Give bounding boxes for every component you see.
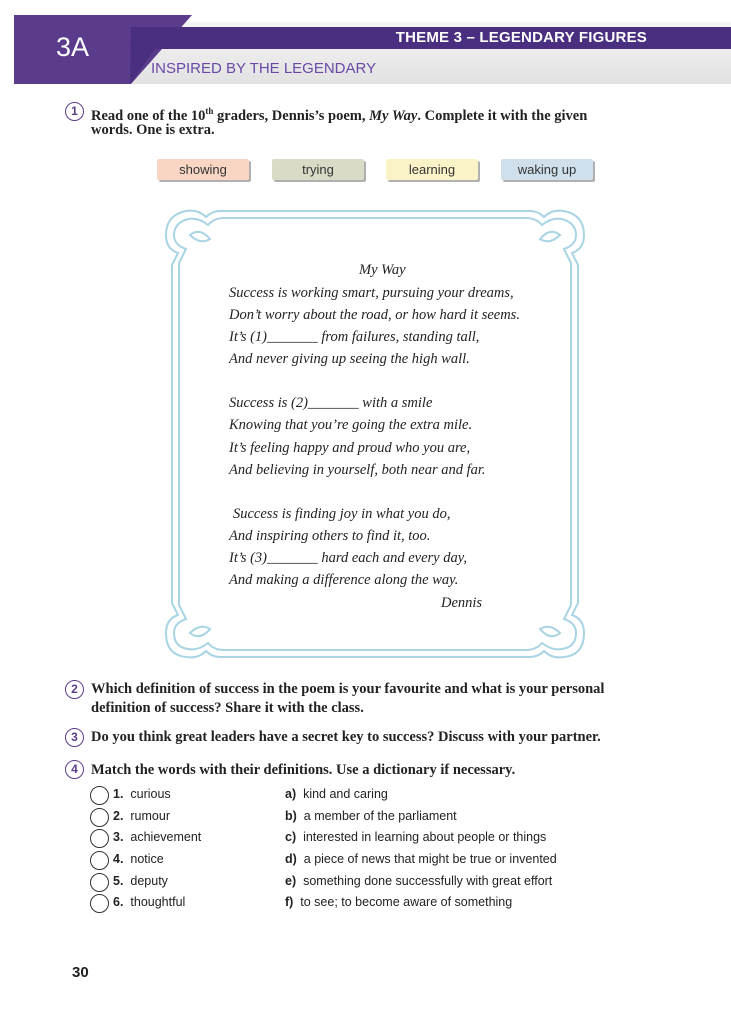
q1-text-part: . Complete it with the given <box>417 107 588 124</box>
word-box-trying[interactable]: trying <box>272 159 364 180</box>
match-word-text: thoughtful <box>130 895 186 909</box>
question-1-text-line2: words. One is extra. <box>91 122 215 138</box>
match-word-number: 2. <box>113 809 124 823</box>
question-number-2: 2 <box>65 680 84 699</box>
definition-letter: d) <box>285 852 297 866</box>
q1-poem-title: My Way <box>369 107 418 124</box>
poem-line: And never giving up seeing the high wall. <box>229 351 470 367</box>
question-number-1: 1 <box>65 102 84 121</box>
unit-code: 3A <box>55 32 90 62</box>
q1-text-part: graders, Dennis’s poem, <box>213 107 370 124</box>
answer-circle-4[interactable] <box>90 851 109 870</box>
poem-line: Knowing that you’re going the extra mile. <box>229 417 473 433</box>
definition-f <box>285 895 512 909</box>
match-word-number: 1. <box>113 787 124 801</box>
definition-letter: a) <box>285 787 297 801</box>
definition-d <box>285 852 557 866</box>
definition-e <box>285 874 552 888</box>
answer-circle-1[interactable] <box>90 786 109 805</box>
poem-author: Dennis <box>441 595 483 611</box>
poem-line: And making a difference along the way. <box>229 572 459 588</box>
definition-text: to see; to become aware of something <box>300 895 513 909</box>
match-word-1 <box>113 787 171 801</box>
definition-text: a member of the parliament <box>303 809 457 823</box>
answer-circle-6[interactable] <box>90 894 109 913</box>
definition-a <box>285 787 388 801</box>
match-word-5 <box>113 874 168 888</box>
definition-text: kind and caring <box>303 787 388 801</box>
definition-b <box>285 809 457 823</box>
match-word-text: curious <box>130 787 171 801</box>
definition-text: something done successfully with great effort <box>303 874 553 888</box>
page-number: 30 <box>72 964 89 981</box>
poem-line: Success is finding joy in what you do, <box>233 506 451 522</box>
match-word-number: 3. <box>113 830 124 844</box>
definition-text: interested in learning about people or things <box>303 830 547 844</box>
poem-line-gap-2: Success is (2)_______ with a smile <box>229 395 433 411</box>
q1-superscript: th <box>205 106 214 116</box>
definition-letter: c) <box>285 830 297 844</box>
definition-letter: e) <box>285 874 297 888</box>
match-word-text: deputy <box>130 874 168 888</box>
match-word-2 <box>113 809 170 823</box>
answer-circle-2[interactable] <box>90 808 109 827</box>
poem-line: It’s feeling happy and proud who you are, <box>229 440 471 456</box>
word-box-showing[interactable]: showing <box>157 159 249 180</box>
answer-circle-3[interactable] <box>90 829 109 848</box>
poem-line: And inspiring others to find it, too. <box>229 528 431 544</box>
match-word-text: notice <box>130 852 164 866</box>
match-word-3 <box>113 830 201 844</box>
question-2-text-line2: definition of success? Share it with the class. <box>91 700 364 716</box>
question-2-text: Which definition of success in the poem is your favourite and what is your personal <box>91 681 605 697</box>
word-box-waking-up[interactable]: waking up <box>501 159 593 180</box>
poem-line: And believing in yourself, both near and far. <box>229 462 486 478</box>
definition-letter: b) <box>285 809 297 823</box>
match-word-number: 5. <box>113 874 124 888</box>
poem-line: Success is working smart, pursuing your dreams, <box>229 285 514 301</box>
question-number-3: 3 <box>65 728 84 747</box>
definition-letter: f) <box>285 895 294 909</box>
q1-text-part: Read one of the 10 <box>91 107 206 124</box>
match-word-text: achievement <box>130 830 202 844</box>
match-word-number: 6. <box>113 895 124 909</box>
poem-line-gap-3: It’s (3)_______ hard each and every day, <box>229 550 467 566</box>
answer-circle-5[interactable] <box>90 873 109 892</box>
match-word-number: 4. <box>113 852 124 866</box>
word-box-learning[interactable]: learning <box>386 159 478 180</box>
match-word-4 <box>113 852 164 866</box>
poem-line-gap-1: It’s (1)_______ from failures, standing tall, <box>229 329 480 345</box>
match-word-text: rumour <box>130 809 170 823</box>
match-word-6 <box>113 895 185 909</box>
lesson-subtitle: INSPIRED BY THE LEGENDARY <box>151 60 377 77</box>
theme-title: THEME 3 – LEGENDARY FIGURES <box>395 29 647 46</box>
poem-line: Don’t worry about the road, or how hard it seems. <box>229 307 520 323</box>
definition-text: a piece of news that might be true or invented <box>303 852 557 866</box>
question-number-4: 4 <box>65 760 84 779</box>
question-3-text: Do you think great leaders have a secret key to success? Discuss with your partner. <box>91 729 601 745</box>
definition-c <box>285 830 546 844</box>
poem-title: My Way <box>359 262 406 278</box>
question-4-text: Match the words with their definitions. Use a dictionary if necessary. <box>91 762 516 778</box>
